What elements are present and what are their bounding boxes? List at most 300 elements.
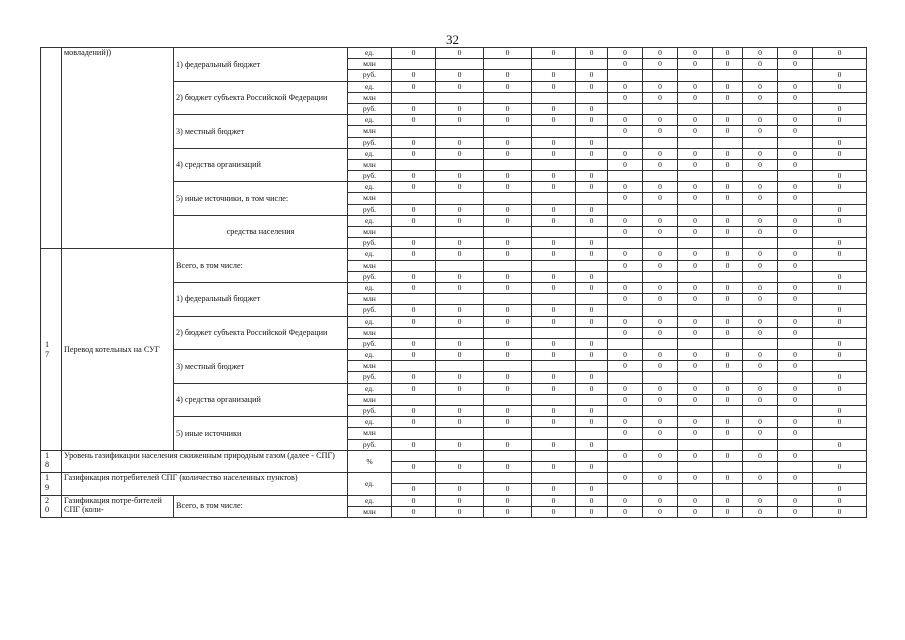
unit-cell: млн [348,59,392,70]
value-cell: 0 [778,148,813,159]
value-cell: 0 [436,171,484,182]
value-cell [484,92,532,103]
value-cell [608,171,643,182]
value-cell: 0 [392,338,436,349]
value-cell: 0 [484,171,532,182]
value-cell: 0 [743,126,778,137]
value-cell: 0 [392,48,436,59]
value-cell: 0 [743,182,778,193]
value-cell: 0 [532,271,576,282]
value-cell: 0 [576,238,608,249]
unit-cell: млн [348,394,392,405]
value-cell: 0 [392,249,436,260]
value-cell: 0 [778,282,813,293]
value-cell: 0 [743,193,778,204]
unit-cell: млн [348,428,392,439]
value-cell [608,439,643,450]
value-cell: 0 [436,238,484,249]
value-cell: 0 [678,193,713,204]
value-cell [778,238,813,249]
value-cell: 0 [713,282,743,293]
value-cell [743,406,778,417]
value-cell: 0 [678,450,713,461]
value-cell: 0 [813,215,867,226]
value-cell [713,204,743,215]
value-cell: 0 [532,204,576,215]
value-cell: 0 [484,137,532,148]
value-cell: 0 [392,484,436,495]
value-cell: 0 [643,361,678,372]
value-cell: 0 [576,215,608,226]
value-cell: 0 [484,148,532,159]
value-cell: 0 [643,506,678,517]
value-cell [778,204,813,215]
value-cell [643,103,678,114]
indicator-title: Газификация потребителей СПГ (количество населенных пунктов) [62,473,348,495]
value-cell [813,327,867,338]
value-cell: 0 [743,148,778,159]
value-cell [436,260,484,271]
value-cell [436,394,484,405]
value-cell: 0 [392,204,436,215]
value-cell: 0 [643,81,678,92]
value-cell: 0 [643,215,678,226]
value-cell: 0 [813,48,867,59]
value-cell [484,327,532,338]
value-cell [643,171,678,182]
value-cell [678,305,713,316]
value-cell: 0 [643,159,678,170]
value-cell: 0 [392,271,436,282]
value-cell: 0 [713,59,743,70]
value-cell: 0 [484,103,532,114]
value-cell: 0 [484,70,532,81]
value-cell: 0 [576,372,608,383]
value-cell: 0 [643,115,678,126]
value-cell: 0 [678,495,713,506]
value-cell [608,305,643,316]
value-cell: 0 [713,126,743,137]
value-cell: 0 [813,338,867,349]
value-cell: 0 [743,361,778,372]
value-cell: 0 [436,484,484,495]
value-cell: 0 [678,506,713,517]
value-cell: 0 [778,450,813,461]
unit-cell: ед. [348,48,392,59]
value-cell: 0 [608,350,643,361]
value-cell [392,92,436,103]
value-cell: 0 [678,115,713,126]
value-cell: 0 [643,282,678,293]
value-cell [436,450,484,461]
value-cell: 0 [678,148,713,159]
value-cell [678,238,713,249]
value-cell [678,204,713,215]
unit-cell: млн [348,327,392,338]
value-cell: 0 [713,506,743,517]
value-cell: 0 [608,327,643,338]
value-cell: 0 [484,316,532,327]
value-cell: 0 [713,193,743,204]
value-cell [678,271,713,282]
value-cell [576,473,608,484]
value-cell: 0 [532,338,576,349]
value-cell: 0 [778,227,813,238]
value-cell: 0 [778,115,813,126]
value-cell: 0 [392,350,436,361]
value-cell: 0 [778,417,813,428]
value-cell: 0 [778,215,813,226]
value-cell: 0 [436,182,484,193]
value-cell [436,473,484,484]
value-cell [643,372,678,383]
unit-cell: млн [348,294,392,305]
value-cell: 0 [532,137,576,148]
value-cell: 0 [436,495,484,506]
value-cell: 0 [678,316,713,327]
value-cell: 0 [678,428,713,439]
value-cell: 0 [643,59,678,70]
value-cell: 0 [713,159,743,170]
value-cell: 0 [436,204,484,215]
value-cell [743,372,778,383]
value-cell: 0 [743,92,778,103]
value-cell [643,484,678,495]
table-row [41,473,867,484]
value-cell: 0 [678,282,713,293]
value-cell: 0 [608,506,643,517]
value-cell: 0 [576,249,608,260]
value-cell: 0 [743,327,778,338]
value-cell [678,137,713,148]
value-cell: 0 [532,182,576,193]
value-cell [713,484,743,495]
value-cell [713,406,743,417]
funding-source: 5) иные источники, в том числе: [174,182,348,216]
value-cell: 0 [813,372,867,383]
unit-cell: ед. [348,249,392,260]
value-cell: 0 [813,148,867,159]
funding-source: Всего, в том числе: [174,495,348,517]
value-cell: 0 [392,406,436,417]
value-cell [713,70,743,81]
value-cell [778,406,813,417]
value-cell [484,59,532,70]
value-cell: 0 [713,316,743,327]
value-cell: 0 [436,439,484,450]
value-cell [778,338,813,349]
budget-table [40,47,867,518]
value-cell [608,137,643,148]
value-cell [778,271,813,282]
value-cell: 0 [778,59,813,70]
value-cell [813,260,867,271]
value-cell: 0 [713,48,743,59]
row-number: 1 8 [41,450,62,472]
funding-source: 2) бюджет субъекта Российской Федерации [174,316,348,350]
value-cell: 0 [678,81,713,92]
value-cell: 0 [392,238,436,249]
value-cell: 0 [436,271,484,282]
value-cell [678,338,713,349]
unit-cell: ед. [348,81,392,92]
value-cell: 0 [743,316,778,327]
value-cell: 0 [608,148,643,159]
unit-cell: руб. [348,305,392,316]
value-cell: 0 [484,282,532,293]
value-cell: 0 [678,473,713,484]
table-row [41,495,867,506]
unit-cell: ед. [348,383,392,394]
value-cell [778,171,813,182]
value-cell: 0 [484,350,532,361]
value-cell: 0 [436,338,484,349]
value-cell [484,294,532,305]
value-cell: 0 [532,439,576,450]
value-cell [436,361,484,372]
value-cell [743,70,778,81]
value-cell: 0 [608,215,643,226]
value-cell [778,372,813,383]
value-cell: 0 [813,461,867,472]
value-cell: 0 [484,215,532,226]
value-cell [484,260,532,271]
value-cell: 0 [484,439,532,450]
value-cell: 0 [713,361,743,372]
value-cell: 0 [713,182,743,193]
value-cell [643,439,678,450]
value-cell [778,70,813,81]
unit-cell: руб. [348,137,392,148]
value-cell: 0 [813,103,867,114]
value-cell [392,450,436,461]
value-cell: 0 [608,417,643,428]
value-cell: 0 [643,428,678,439]
value-cell: 0 [778,506,813,517]
value-cell: 0 [392,316,436,327]
unit-cell: ед. [348,316,392,327]
value-cell: 0 [743,417,778,428]
value-cell: 0 [532,48,576,59]
value-cell [392,126,436,137]
value-cell [643,338,678,349]
value-cell: 0 [608,249,643,260]
value-cell: 0 [643,350,678,361]
value-cell: 0 [608,473,643,484]
value-cell: 0 [608,428,643,439]
value-cell: 0 [484,506,532,517]
value-cell: 0 [608,126,643,137]
value-cell [392,473,436,484]
value-cell: 0 [813,506,867,517]
value-cell [576,227,608,238]
value-cell: 0 [813,182,867,193]
value-cell: 0 [484,461,532,472]
value-cell: 0 [678,48,713,59]
value-cell: 0 [713,450,743,461]
row-number: 1 7 [41,249,62,450]
value-cell [813,159,867,170]
value-cell [576,394,608,405]
value-cell: 0 [743,81,778,92]
value-cell: 0 [484,204,532,215]
value-cell: 0 [608,450,643,461]
value-cell: 0 [743,450,778,461]
value-cell: 0 [532,383,576,394]
value-cell: 0 [778,294,813,305]
value-cell [678,372,713,383]
value-cell: 0 [743,495,778,506]
value-cell: 0 [778,361,813,372]
value-cell: 0 [436,215,484,226]
value-cell: 0 [713,473,743,484]
value-cell [436,126,484,137]
unit-cell: млн [348,260,392,271]
value-cell: 0 [813,171,867,182]
value-cell [576,260,608,271]
value-cell: 0 [643,316,678,327]
value-cell [484,361,532,372]
value-cell: 0 [813,70,867,81]
value-cell: 0 [678,227,713,238]
value-cell: 0 [532,215,576,226]
value-cell [678,171,713,182]
value-cell [436,327,484,338]
value-cell [576,126,608,137]
value-cell: 0 [778,350,813,361]
value-cell: 0 [813,271,867,282]
value-cell: 0 [643,249,678,260]
value-cell [813,92,867,103]
value-cell: 0 [532,249,576,260]
value-cell: 0 [532,103,576,114]
value-cell [576,294,608,305]
value-cell: 0 [778,193,813,204]
value-cell: 0 [678,92,713,103]
value-cell: 0 [484,182,532,193]
value-cell [484,450,532,461]
value-cell: 0 [643,227,678,238]
value-cell: 0 [678,59,713,70]
value-cell: 0 [392,70,436,81]
value-cell [643,238,678,249]
value-cell [743,439,778,450]
funding-source: 3) местный бюджет [174,350,348,384]
unit-cell: ед. [348,350,392,361]
value-cell [743,171,778,182]
value-cell [643,70,678,81]
value-cell: 0 [392,372,436,383]
value-cell: 0 [678,159,713,170]
value-cell [813,193,867,204]
value-cell: 0 [436,137,484,148]
value-cell [713,439,743,450]
value-cell [678,406,713,417]
value-cell: 0 [813,406,867,417]
value-cell: 0 [678,327,713,338]
value-cell: 0 [778,473,813,484]
unit-cell: руб. [348,372,392,383]
value-cell: 0 [392,305,436,316]
value-cell: 0 [484,372,532,383]
value-cell: 0 [643,473,678,484]
value-cell: 0 [392,417,436,428]
value-cell: 0 [713,115,743,126]
value-cell: 0 [813,484,867,495]
value-cell: 0 [484,249,532,260]
value-cell [436,227,484,238]
value-cell [778,137,813,148]
value-cell: 0 [392,115,436,126]
value-cell: 0 [743,115,778,126]
value-cell: 0 [436,506,484,517]
value-cell: 0 [576,439,608,450]
funding-source: Всего, в том числе: [174,249,348,283]
value-cell: 0 [436,148,484,159]
value-cell [392,294,436,305]
unit-cell: руб. [348,103,392,114]
value-cell [608,461,643,472]
unit-cell: руб. [348,406,392,417]
value-cell: 0 [576,316,608,327]
value-cell [532,227,576,238]
value-cell [678,484,713,495]
value-cell [608,406,643,417]
value-cell [576,92,608,103]
value-cell: 0 [576,271,608,282]
value-cell: 0 [743,282,778,293]
value-cell [713,238,743,249]
value-cell [608,204,643,215]
value-cell: 0 [392,383,436,394]
value-cell [678,439,713,450]
value-cell [484,193,532,204]
value-cell [743,238,778,249]
value-cell [392,394,436,405]
value-cell [778,103,813,114]
value-cell [713,372,743,383]
value-cell: 0 [713,394,743,405]
value-cell: 0 [532,417,576,428]
value-cell [743,271,778,282]
value-cell [778,305,813,316]
value-cell: 0 [532,81,576,92]
value-cell: 0 [576,204,608,215]
measure-title: Перевод котельных на СУГ [62,249,174,450]
value-cell [713,461,743,472]
value-cell: 0 [608,48,643,59]
value-cell [678,461,713,472]
value-cell [532,450,576,461]
value-cell: 0 [608,361,643,372]
value-cell: 0 [608,383,643,394]
value-cell [713,305,743,316]
value-cell [392,428,436,439]
value-cell: 0 [778,159,813,170]
unit-cell: ед. [348,115,392,126]
value-cell: 0 [713,327,743,338]
value-cell: 0 [713,227,743,238]
value-cell: 0 [608,282,643,293]
table-row [41,48,867,59]
value-cell: 0 [778,327,813,338]
value-cell: 0 [778,48,813,59]
value-cell [813,361,867,372]
value-cell: 0 [436,81,484,92]
value-cell [484,227,532,238]
value-cell: 0 [743,260,778,271]
unit-cell: ед. [348,473,392,495]
